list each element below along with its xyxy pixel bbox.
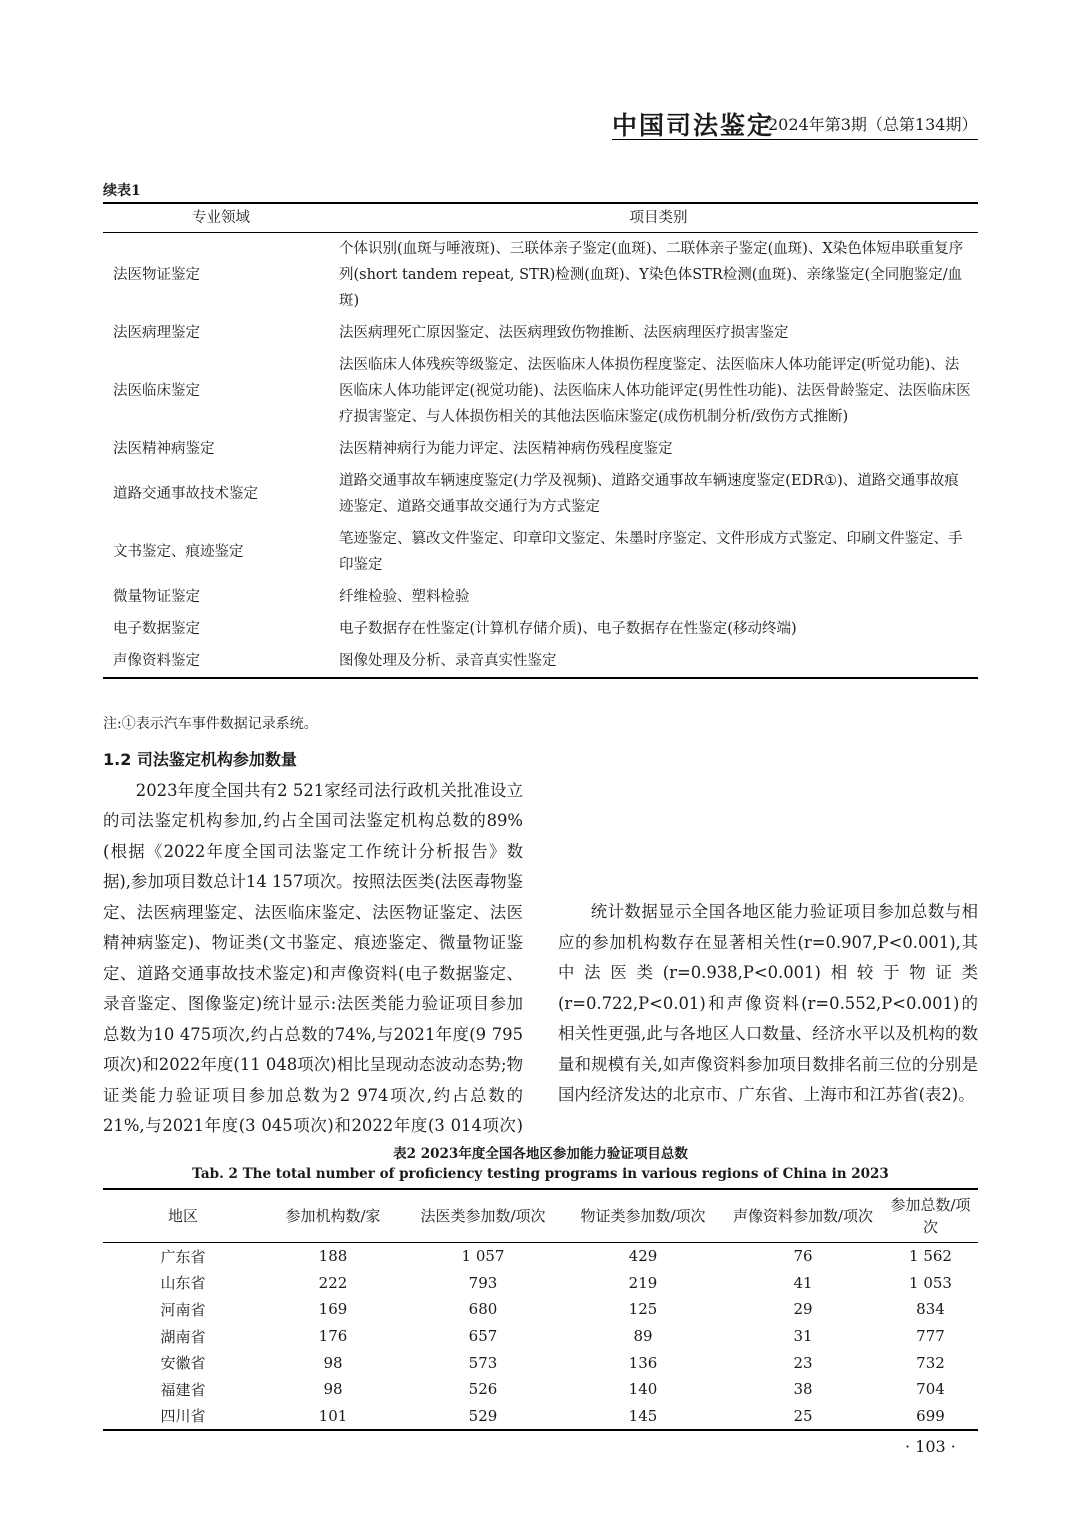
value-cell: 145 [563, 1403, 723, 1431]
table2-header: 法医类参加数/项次 [403, 1189, 563, 1243]
table-row [103, 1296, 978, 1323]
table-row [103, 1349, 978, 1376]
table1-field: 声像资料鉴定 [103, 645, 339, 678]
table2-title-cn: 表2 2023年度全国各地区参加能力验证项目总数 [393, 1146, 688, 1162]
table2 [103, 1188, 978, 1431]
value-cell: 680 [468, 1300, 498, 1319]
table-row [103, 613, 978, 645]
table1-field: 法医物证鉴定 [113, 267, 200, 283]
value-cell: 101 [263, 1403, 403, 1431]
region-cell: 河南省 [160, 1300, 206, 1319]
value-cell: 136 [628, 1353, 658, 1372]
value-cell: 732 [916, 1353, 945, 1372]
page-number: · 103 · [905, 1437, 956, 1456]
value-cell: 76 [793, 1247, 813, 1266]
table-row [103, 465, 978, 523]
region-cell: 山东省 [160, 1274, 206, 1293]
table1-header-field: 专业领域 [103, 203, 339, 233]
table1-items: 道路交通事故车辆速度鉴定(力学及视频)、道路交通事故车辆速度鉴定(EDR①)、道路交通事故痕迹鉴定、道路交通事故交通行为方式鉴定 [339, 473, 959, 515]
table1-items: 个体识别(血斑与唾液斑)、三联体亲子鉴定(血斑)、二联体亲子鉴定(血斑)、X染色体短串联重复序列(short tandem repeat, STR)检测(血斑)、Y染色体STR检测(血斑)、亲缘鉴定(全同胞鉴定/血斑) [339, 241, 964, 309]
value-cell: 657 [468, 1327, 498, 1346]
region-cell: 四川省 [103, 1403, 263, 1431]
table1-items: 图像处理及分析、录音真实性鉴定 [339, 645, 978, 678]
table1 [103, 202, 978, 679]
value-cell: 125 [628, 1300, 658, 1319]
table1-items: 笔迹鉴定、篡改文件鉴定、印章印文鉴定、朱墨时序鉴定、文件形成方式鉴定、印刷文件鉴定、手印鉴定 [339, 531, 963, 573]
table1-field: 法医精神病鉴定 [113, 441, 215, 457]
value-cell: 23 [793, 1353, 813, 1372]
value-cell: 526 [468, 1380, 498, 1399]
value-cell: 222 [318, 1273, 348, 1292]
table2-header: 参加总数/项次 [883, 1189, 978, 1243]
table-row [103, 1243, 978, 1270]
region-cell: 广东省 [160, 1247, 206, 1266]
table1-caption: 续表1 [103, 183, 141, 199]
value-cell: 1 053 [909, 1273, 952, 1292]
value-cell: 25 [723, 1403, 883, 1431]
table1-field: 电子数据鉴定 [113, 621, 200, 637]
table1-items: 法医精神病行为能力评定、法医精神病伤残程度鉴定 [339, 441, 673, 457]
table-row [103, 1403, 978, 1431]
value-cell: 793 [468, 1273, 498, 1292]
value-cell: 529 [403, 1403, 563, 1431]
table1-field: 文书鉴定、痕迹鉴定 [113, 544, 244, 560]
table2-header: 物证类参加数/项次 [563, 1189, 723, 1243]
value-cell: 89 [633, 1327, 653, 1346]
table1-items: 纤维检验、塑料检验 [339, 589, 470, 605]
table-row [103, 645, 978, 678]
region-cell: 安徽省 [160, 1354, 206, 1373]
paragraph-1: 2023年度全国共有2 521家经司法行政机关批准设立的司法鉴定机构参加,约占全国司法鉴定机构总数的89%(根据《2022年度全国司法鉴定工作统计分析报告》数据),参加项目数总计14 157项次。按照法医类(法医毒物鉴定、法医病理鉴定、法医临床鉴定、法医物证鉴定、法医精神病鉴定)、物证类(文书鉴定、痕迹鉴定、微量物证鉴定、道路交通事故技术鉴定)和声像资料(电子数据鉴定、录音鉴定、图像鉴定)统计显示:法医类能力验证项目参加总数为10 475项次,约占总数的74%,与2021年度(9 795项次)和2022年度(11 048项次)相比呈现动态波动态势;物证类能力验证项目参加总数为2 974项次,约占总数的21%,与2021年度(3 045项次)和2022年度(3 014项次) [103, 780, 523, 1135]
left-column [103, 745, 523, 1148]
header-rule [612, 139, 978, 140]
value-cell: 169 [318, 1300, 348, 1319]
value-cell: 176 [318, 1327, 348, 1346]
right-column [558, 745, 978, 1111]
table2-header: 声像资料参加数/项次 [723, 1189, 883, 1243]
value-cell: 38 [793, 1380, 813, 1399]
table1-field: 法医临床鉴定 [113, 383, 200, 399]
value-cell: 188 [318, 1247, 348, 1266]
region-cell: 福建省 [160, 1380, 206, 1399]
region-cell: 湖南省 [160, 1327, 206, 1346]
table2-header: 参加机构数/家 [263, 1189, 403, 1243]
issue-info: 2024年第3期（总第134期） [768, 115, 978, 134]
value-cell: 98 [323, 1353, 343, 1372]
table-row [103, 349, 978, 433]
table1-items: 电子数据存在性鉴定(计算机存储介质)、电子数据存在性鉴定(移动终端) [339, 621, 797, 637]
value-cell: 573 [468, 1353, 498, 1372]
value-cell: 219 [628, 1273, 658, 1292]
value-cell: 140 [628, 1380, 658, 1399]
table-row [103, 523, 978, 581]
table1-field: 道路交通事故技术鉴定 [113, 486, 258, 502]
table1-header-items: 项目类别 [339, 203, 978, 233]
table-row [103, 317, 978, 349]
journal-title: 中国司法鉴定 [612, 111, 775, 140]
table1-items: 法医病理死亡原因鉴定、法医病理致伤物推断、法医病理医疗损害鉴定 [339, 325, 789, 341]
table1-field: 微量物证鉴定 [113, 589, 200, 605]
table-row [103, 1376, 978, 1403]
table2-title [103, 1144, 978, 1184]
table-row [103, 581, 978, 613]
value-cell: 834 [916, 1300, 945, 1319]
value-cell: 777 [916, 1327, 945, 1346]
table-row [103, 433, 978, 465]
table1-items: 法医临床人体残疾等级鉴定、法医临床人体损伤程度鉴定、法医临床人体功能评定(听觉功能)、法医临床人体功能评定(视觉功能)、法医临床人体功能评定(男性性功能)、法医骨龄鉴定、法医临床医疗损害鉴定、与人体损伤相关的其他法医临床鉴定(成伤机制分析/致伤方式推断) [339, 357, 971, 425]
table-row [103, 1270, 978, 1297]
value-cell: 429 [628, 1247, 658, 1266]
paragraph-2: 统计数据显示全国各地区能力验证项目参加总数与相应的参加机构数存在显著相关性(r=0.907,P<0.001),其中法医类(r=0.938,P<0.001)相较于物证类(r=0.722,P<0.01)和声像资料(r=0.552,P<0.001)的相关性更强,此与各地区人口数量、经济水平以及机构的数量和规模有关,如声像资料参加项目数排名前三位的分别是国内经济发达的北京市、广东省、上海市和江苏省(表2)。 [558, 902, 978, 1104]
value-cell: 1 057 [461, 1247, 505, 1266]
value-cell: 704 [916, 1380, 945, 1399]
table-row [103, 1323, 978, 1350]
table2-header: 地区 [103, 1189, 263, 1243]
value-cell: 699 [883, 1403, 978, 1431]
value-cell: 31 [793, 1327, 813, 1346]
value-cell: 29 [793, 1300, 813, 1319]
table1-field: 法医病理鉴定 [113, 325, 200, 341]
value-cell: 41 [793, 1273, 813, 1292]
value-cell: 98 [323, 1380, 343, 1399]
table-row [103, 233, 978, 318]
table2-title-en: Tab. 2 The total number of proficiency testing programs in various regions of China in 2023 [192, 1166, 889, 1182]
value-cell: 1 562 [909, 1247, 952, 1266]
section-heading: 1.2 司法鉴定机构参加数量 [103, 750, 297, 769]
table1-note: 注:①表示汽车事件数据记录系统。 [103, 716, 318, 732]
